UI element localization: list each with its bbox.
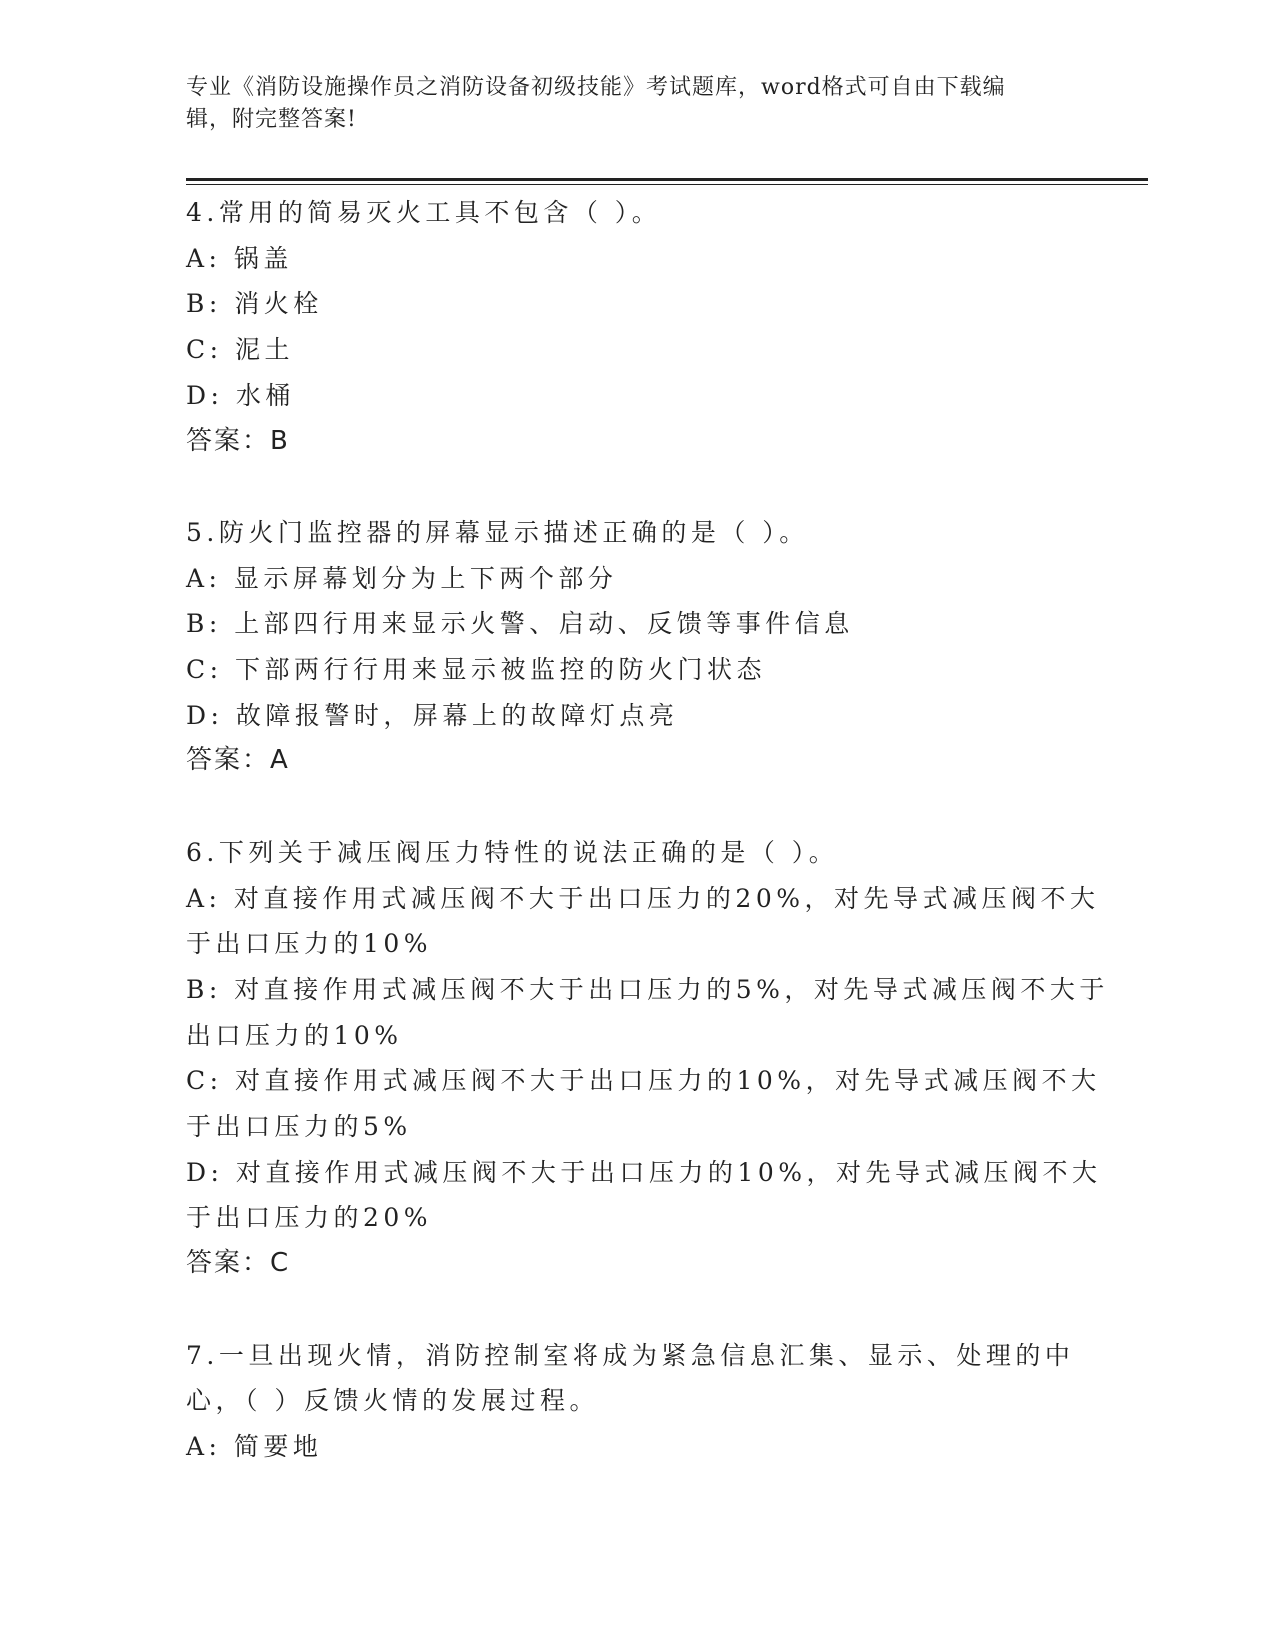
- header-divider-thin: [186, 184, 1148, 185]
- option-d-continued: 于出口压力的20%: [186, 1203, 433, 1233]
- question-block: [186, 830, 1109, 1287]
- question-stem-continued: 心，（ ）反馈火情的发展过程。: [186, 1386, 599, 1416]
- option-b: B: 消火栓: [186, 289, 323, 319]
- question-stem: 5.防火门监控器的屏幕显示描述正确的是（ ）。: [186, 517, 809, 547]
- question-stem: 4.常用的简易灭火工具不包含（ ）。: [186, 198, 662, 227]
- option-b-continued: 出口压力的10%: [186, 1020, 403, 1050]
- header-line: 专业《消防设施操作员之消防设备初级技能》考试题库，word格式可自由下载编: [186, 75, 1006, 100]
- question-list: [186, 190, 1109, 1470]
- option-c: C: 泥土: [186, 335, 294, 365]
- option-c-continued: 于出口压力的5%: [186, 1112, 412, 1142]
- question-block: [186, 190, 1086, 464]
- option-b: B: 上部四行用来显示火警、启动、反馈等事件信息: [186, 609, 854, 639]
- question-block: [186, 510, 1086, 784]
- spacer: [186, 1287, 1086, 1333]
- option-a: A: 简要地: [186, 1431, 323, 1461]
- option-d: D: 对直接作用式减压阀不大于出口压力的10%，对先导式减压阀不大: [186, 1157, 1102, 1187]
- answer-label: 答案：A: [186, 745, 290, 776]
- option-d: D: 故障报警时，屏幕上的故障灯点亮: [186, 700, 679, 730]
- question-stem: 7.一旦出现火情，消防控制室将成为紧急信息汇集、显示、处理的中: [186, 1340, 1075, 1370]
- question-stem: 6.下列关于减压阀压力特性的说法正确的是（ ）。: [186, 837, 839, 867]
- option-c: C: 下部两行行用来显示被监控的防火门状态: [186, 655, 766, 685]
- header-divider-thick: [186, 178, 1148, 181]
- option-b: B: 对直接作用式减压阀不大于出口压力的5%，对先导式减压阀不大于: [186, 974, 1109, 1004]
- option-c: C: 对直接作用式减压阀不大于出口压力的10%，对先导式减压阀不大: [186, 1066, 1101, 1096]
- spacer: [186, 784, 1086, 830]
- header-line: 辑，附完整答案!: [186, 107, 357, 132]
- option-a: A: 对直接作用式减压阀不大于出口压力的20%，对先导式减压阀不大: [186, 883, 1100, 913]
- question-block: [186, 1333, 1086, 1470]
- option-d: D: 水桶: [186, 380, 295, 410]
- answer-label: 答案：C: [186, 1248, 291, 1279]
- option-a-continued: 于出口压力的10%: [186, 929, 433, 959]
- spacer: [186, 464, 1086, 510]
- answer-label: 答案：B: [186, 425, 290, 456]
- option-a: A: 显示屏幕划分为上下两个部分: [186, 563, 618, 593]
- document-header: [186, 72, 1086, 136]
- option-a: A: 锅盖: [186, 243, 293, 273]
